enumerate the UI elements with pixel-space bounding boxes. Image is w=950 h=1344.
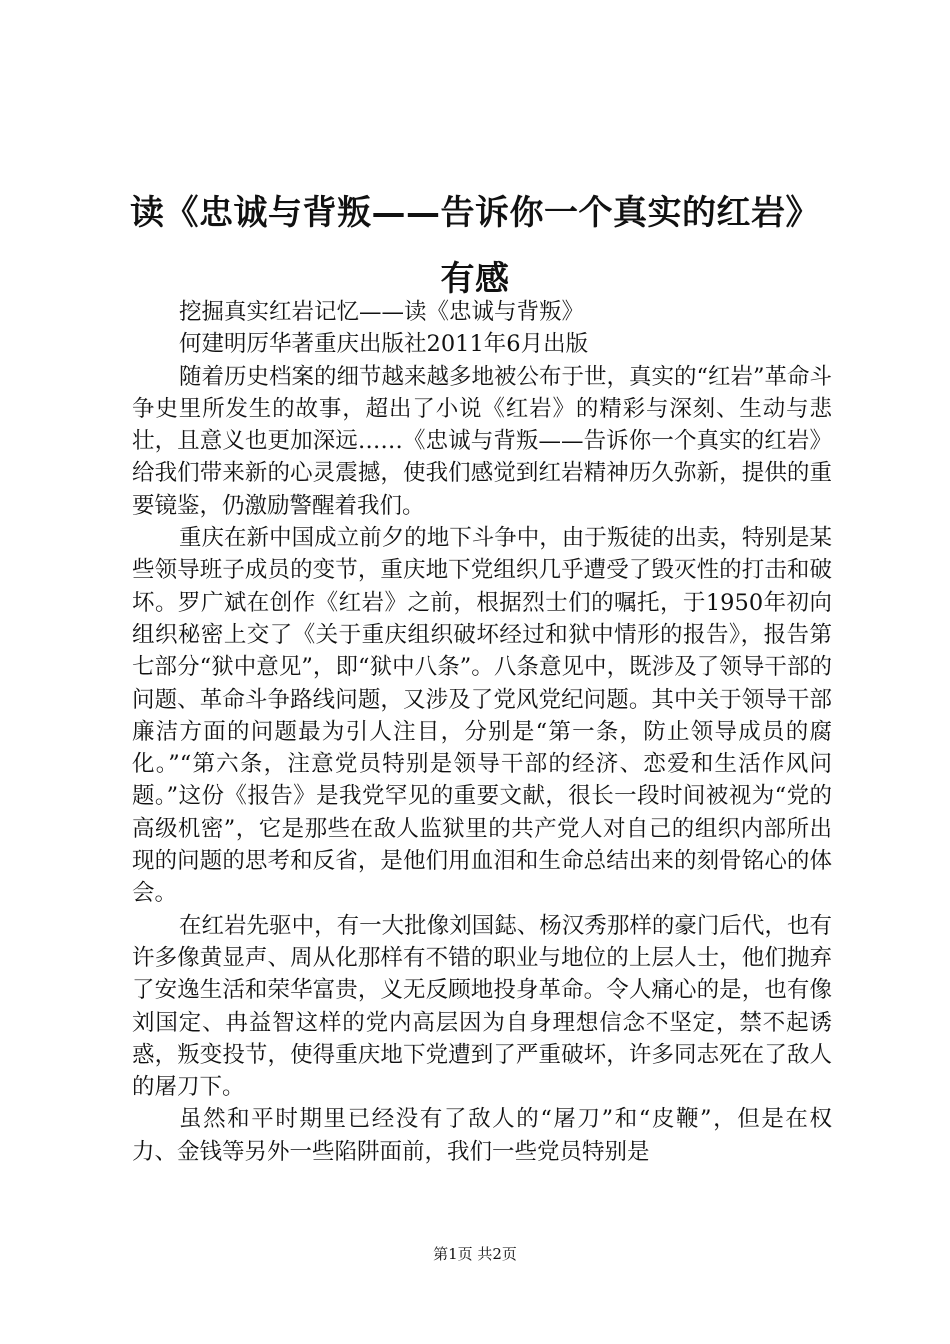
- paragraph-4: 虽然和平时期里已经没有了敌人的“屠刀”和“皮鞭”，但是在权力、金钱等另外一些陷阱面前，我们一些党员特别是: [132, 1106, 832, 1165]
- paragraph-3: 在红岩先驱中，有一大批像刘国鋕、杨汉秀那样的豪门后代，也有许多像黄显声、周从化那样有不错的职业与地位的上层人士，他们抛弃了安逸生活和荣华富贵，义无反顾地投身革命。令人痛心的是，也有像刘国定、冉益智这样的党内高层因为自身理想信念不坚定，禁不起诱惑，叛变投节，使得重庆地下党遭到了严重破坏，许多同志死在了敌人的屠刀下。: [132, 912, 832, 1101]
- byline: 何建明厉华著重庆出版社2011年6月出版: [179, 331, 589, 358]
- paragraph-1: 随着历史档案的细节越来越多地被公布于世，真实的“红岩”革命斗争史里所发生的故事，超出了小说《红岩》的精彩与深刻、生动与悲壮，且意义也更加深远……《忠诚与背叛——告诉你一个真实的红岩》给我们带来新的心灵震撼，使我们感觉到红岩精神历久弥新，提供的重要镜鉴，仍激励警醒着我们。: [132, 363, 833, 519]
- subtitle: 挖掘真实红岩记忆——读《忠诚与背叛》: [179, 299, 585, 325]
- title-line-2: 有感: [440, 259, 510, 299]
- document-body: [132, 296, 832, 1168]
- document-title: [110, 180, 840, 312]
- page-number: 第1页 共2页: [433, 1245, 517, 1263]
- title-line-1: 读《忠诚与背叛——告诉你一个真实的红岩》: [130, 193, 820, 233]
- paragraph-2: 重庆在新中国成立前夕的地下斗争中，由于叛徒的出卖，特别是某些领导班子成员的变节，重庆地下党组织几乎遭受了毁灭性的打击和破坏。罗广斌在创作《红岩》之前，根据烈士们的嘱托，于1950年初向组织秘密上交了《关于重庆组织破坏经过和狱中情形的报告》，报告第七部分“狱中意见”，即“狱中八条”。八条意见中，既涉及了领导干部的问题、革命斗争路线问题，又涉及了党风党纪问题。其中关于领导干部廉洁方面的问题最为引人注目，分别是“第一条，防止领导成员的腐化。”“第六条，注意党员特别是领导干部的经济、恋爱和生活作风问题。”这份《报告》是我党罕见的重要文献，很长一段时间被视为“党的高级机密”，它是那些在敌人监狱里的共产党人对自己的组织内部所出现的问题的思考和反省，是他们用血泪和生命总结出来的刻骨铭心的体会。: [132, 525, 832, 907]
- page-footer: [0, 1244, 950, 1264]
